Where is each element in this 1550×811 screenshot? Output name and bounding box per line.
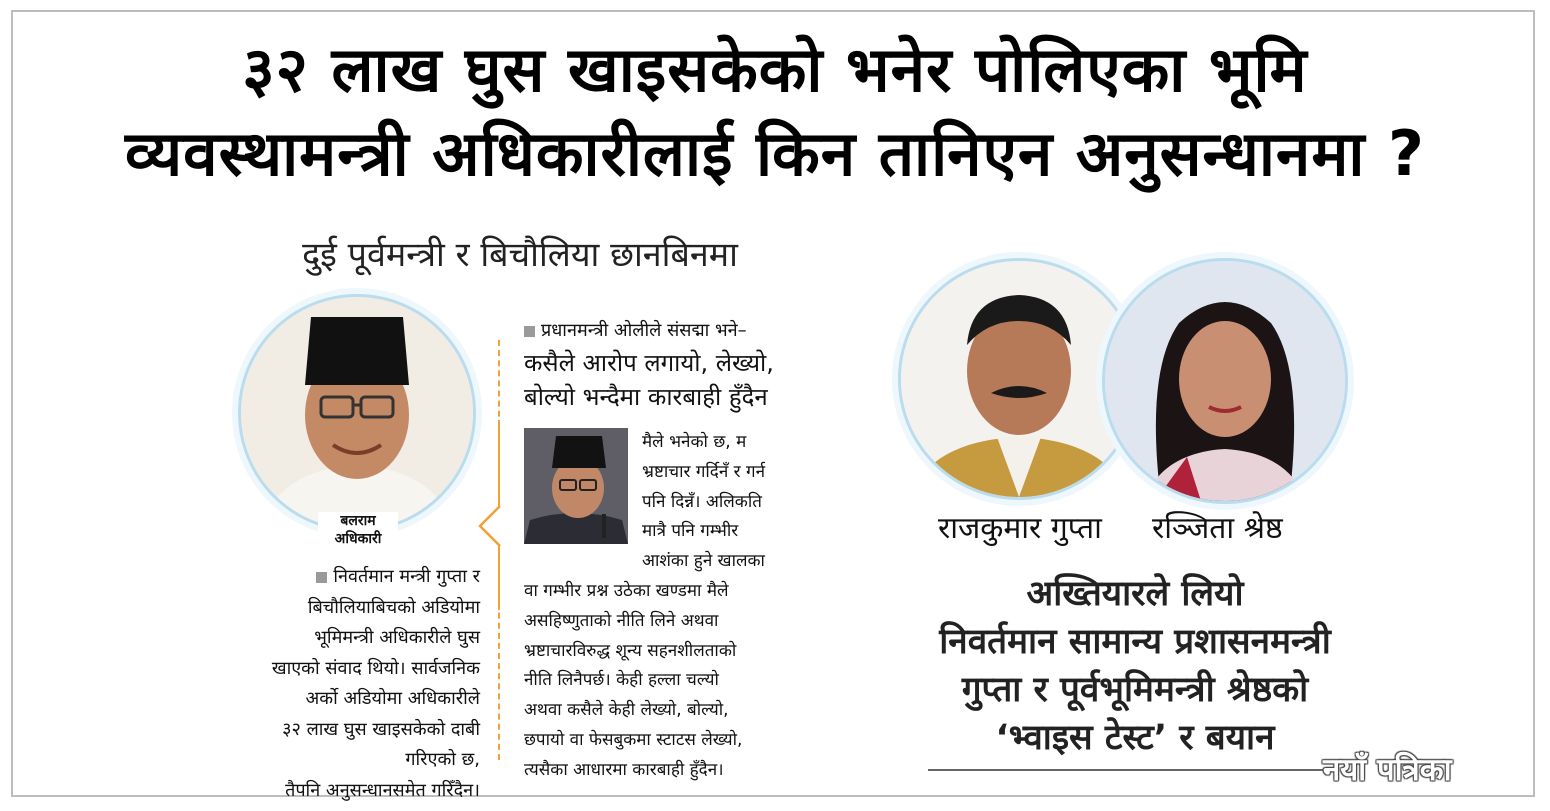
caption-last-name: अधिकारी <box>334 531 382 547</box>
quote-body <box>524 428 826 786</box>
quote-body-line-3: पनि दिन्नँ। अलिकति <box>642 491 762 512</box>
quote-body-line-1: मैले भनेको छ, म <box>642 432 747 452</box>
left-line-8: तैपनि अनुसन्धानसमेत गरिँदैन। <box>285 779 480 801</box>
bottom-rule <box>928 769 1323 771</box>
quote-body-line-4: मात्रै पनि गम्भीर <box>642 521 739 542</box>
portrait-caption <box>318 512 398 548</box>
quote-body-line-6: वा गम्भीर प्रश्न उठेका खण्डमा मैले <box>524 580 729 601</box>
name-ranjita-shrestha: रञ्जिता श्रेष्ठ <box>1152 511 1283 546</box>
bullet-square-icon <box>316 572 327 583</box>
left-line-1 <box>236 562 480 593</box>
quote-body-line-12: त्यसैका आधारमा कारबाही हुँदैन। <box>524 759 724 780</box>
left-line-1-text: निवर्तमान मन्त्री गुप्ता र <box>333 566 480 587</box>
right-headline-line-1: अख्तियारले लियो <box>1026 574 1244 614</box>
quote-body-line-8: भ्रष्टाचारविरुद्ध शून्य सहनशीलताको <box>524 640 737 661</box>
right-headline-line-3: गुप्ता र पूर्वभूमिमन्त्री श्रेष्ठको <box>961 670 1309 710</box>
caption-first-name: बलराम <box>340 513 376 529</box>
quote-lead <box>524 318 824 344</box>
quote-headline <box>524 346 824 414</box>
portrait-ranjita-shrestha <box>1102 258 1348 504</box>
left-line-5: अर्को अडियोमा अधिकारीले <box>305 688 480 709</box>
left-column-text <box>236 562 480 806</box>
right-headline-line-2: निवर्तमान सामान्य प्रशासनमन्त्री <box>939 622 1331 662</box>
quote-headline-line-2: बोल्यो भन्दैमा कारबाही हुँदैन <box>524 383 768 411</box>
headline <box>20 28 1530 196</box>
right-headline <box>900 570 1370 762</box>
quote-lead-text: प्रधानमन्त्री ओलीले संसद्मा भने– <box>541 320 747 341</box>
brand-logo: नयाँ पत्रिका <box>1323 752 1452 788</box>
chevron-left-icon <box>478 506 508 546</box>
quote-body-line-5: आशंका हुने खालका <box>642 551 765 572</box>
subheadline: दुई पूर्वमन्त्री र बिचौलिया छानबिनमा <box>302 235 738 275</box>
portrait-balram-adhikari <box>238 294 476 532</box>
left-line-4: खाएको संवाद थियो। सार्वजनिक <box>271 657 480 679</box>
quote-headline-line-1: कसैले आरोप लगायो, लेख्यो, <box>524 349 774 377</box>
right-headline-line-4: ‘भ्वाइस टेस्ट’ र बयान <box>995 718 1275 758</box>
bullet-square-icon <box>524 326 535 337</box>
left-line-7: गरिएको छ, <box>405 749 480 770</box>
quote-body-line-11: छपायो वा फेसबुकमा स्टाटस लेख्यो, <box>524 729 743 750</box>
left-line-3: भूमिमन्त्री अधिकारीले घुस <box>314 627 480 648</box>
quote-body-line-10: अथवा कसैले केही लेख्यो, बोल्यो, <box>524 700 729 721</box>
headline-line-1: ३२ लाख घुस खाइसकेको भनेर पोलिएका भूमि <box>242 33 1308 106</box>
left-line-2: बिचौलियाबिचको अडियोमा <box>307 596 480 618</box>
left-line-6: ३२ लाख घुस खाइसकेको दाबी <box>282 718 480 740</box>
quote-body-line-9: नीति लिनैपर्छ। केही हल्ला चल्यो <box>524 670 719 691</box>
quote-body-line-7: असहिष्णुताको नीति लिने अथवा <box>524 610 719 631</box>
name-rajkumar-gupta: राजकुमार गुप्ता <box>938 511 1102 546</box>
quote-body-line-2: भ्रष्टाचार गर्दिनँ र गर्न <box>642 461 766 482</box>
headline-line-2: व्यवस्थामन्त्री अधिकारीलाई किन तानिएन अनुसन्धानमा ? <box>124 117 1425 190</box>
